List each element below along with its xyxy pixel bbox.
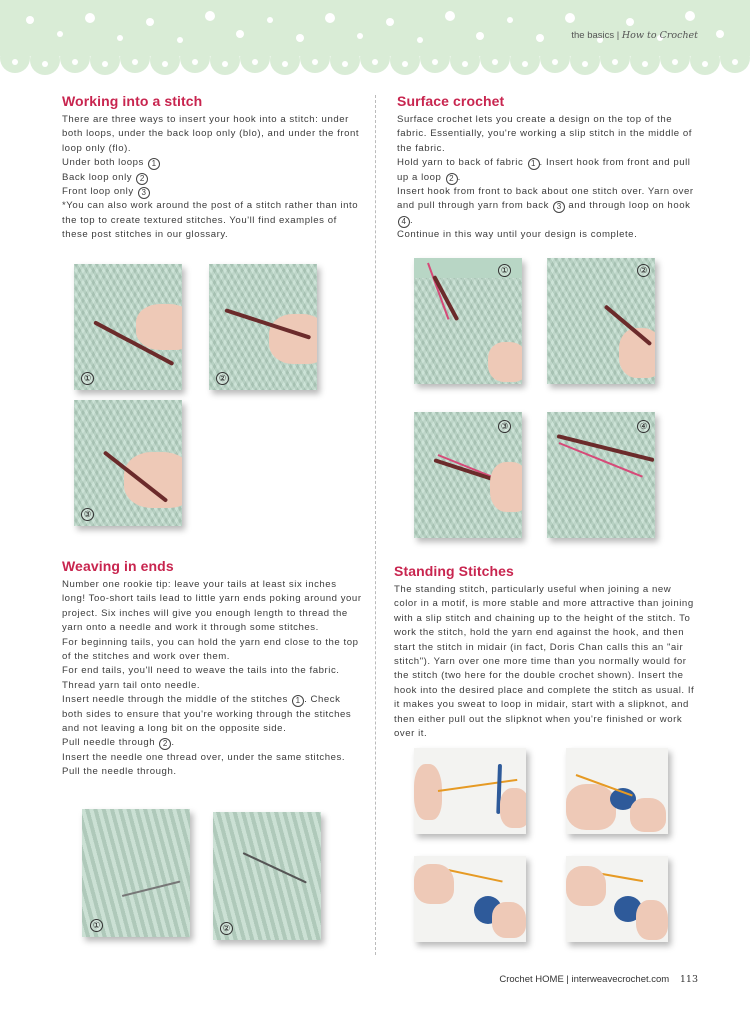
weaving-p3: For end tails, you'll need to weave the tails into the fabric. [62, 665, 340, 677]
footer-site: interweavecrochet.com [571, 974, 670, 985]
working-line-1: Under both loops 1 [62, 156, 362, 170]
label: ② [220, 922, 233, 935]
footer [499, 974, 698, 985]
weaving-p1: Number one rookie tip: leave your tails at least six inches long! Too-short tails lead to little yarn ends poking around your project. Six inches will give you enough length to thread the yarn onto a needle and work it through some stitches. [62, 579, 362, 634]
surface-p4: Continue in this way until your design is complete. [397, 229, 638, 241]
section-title: Weaving in ends [62, 558, 174, 574]
running-head-subtitle: How to Crochet [621, 30, 698, 41]
section-title: Working into a stitch [62, 93, 203, 109]
label: ② [637, 264, 650, 277]
photo-working-2 [209, 264, 317, 390]
standing-p1: The standing stitch, particularly useful when joining a new color in a motif, is more stable and more attractive than joining with a slip stitch and chaining up to the height of the stitch. To work the stitch, hold the yarn end against the hook, and then start the stitch in midair (in fact, Doris Chan calls this an "air stitch"). Yarn over one more time than you normally would for the stitch (two here for the double crochet shown). Insert the hook into the desired place and complete the stitch as usual. If it makes you sweat to loop in midair, start with a slipknot, and then either pull out the slipknot when you're finished or work over it. [394, 584, 695, 740]
section-title: Surface crochet [397, 93, 505, 109]
photo-surface-3 [414, 412, 522, 538]
photo-standing-4 [566, 856, 668, 942]
photo-weaving-2 [213, 812, 321, 940]
photo-surface-4 [547, 412, 655, 538]
section-surface-crochet [397, 93, 697, 243]
photo-standing-2 [566, 748, 668, 834]
footer-separator: | [566, 974, 569, 985]
surface-p2: Hold yarn to back of fabric 1 . Insert hook from front and pull up a loop 2 . [397, 157, 691, 183]
working-note: *You can also work around the post of a stitch rather than into the top to create textured stitches. You'll find examples of these post stitches in our glossary. [62, 200, 359, 241]
photo-working-3 [74, 400, 182, 526]
label: ② [216, 372, 229, 385]
weaving-p6: Pull needle through 2 . [62, 737, 175, 749]
label: ① [81, 372, 94, 385]
photo-surface-2 [547, 258, 655, 384]
surface-p1: Surface crochet lets you create a design on the top of the fabric. Essentially, you're working a slip stitch in the middle of the fabric. [397, 114, 692, 154]
running-head-section: the basics [571, 30, 615, 41]
label: ③ [498, 420, 511, 433]
running-head-separator: | [616, 30, 620, 41]
section-working-into-stitch [62, 93, 362, 243]
label: ① [498, 264, 511, 277]
section-title: Standing Stitches [394, 563, 514, 579]
footer-magazine: Crochet HOME [499, 974, 564, 985]
column-divider [375, 95, 376, 955]
label: ① [90, 919, 103, 932]
page-number: 113 [679, 974, 698, 985]
working-intro: There are three ways to insert your hook into a stitch: under both loops, under the back loop only (blo), and under the front loop only (flo). [62, 114, 360, 154]
weaving-p2: For beginning tails, you can hold the yarn end close to the top of the stitches and work over them. [62, 636, 359, 663]
label: ④ [637, 420, 650, 433]
weaving-p7: Insert the needle one thread over, under the same stitches. Pull the needle through. [62, 751, 346, 778]
section-weaving-in-ends [62, 558, 362, 780]
section-standing-stitches [394, 563, 696, 741]
photo-working-1 [74, 264, 182, 390]
photo-weaving-1 [82, 809, 190, 937]
photo-standing-1 [414, 748, 526, 834]
photo-surface-1 [414, 258, 522, 384]
working-line-2: Back loop only 2 [62, 171, 362, 185]
weaving-p5: Insert needle through the middle of the stitches 1 . Check both sides to ensure that you're working through the stitches and not leaving a long bit on the opposite side. [62, 694, 352, 735]
photo-standing-3 [414, 856, 526, 942]
surface-p3: Insert hook from front to back about one stitch over. Yarn over and pull through yarn from back 3 and through loop on hook 4 . [397, 186, 694, 226]
working-line-3: Front loop only 3 [62, 185, 362, 199]
label: ③ [81, 508, 94, 521]
running-head [571, 30, 698, 41]
weaving-p4: Thread yarn tail onto needle. [62, 679, 201, 691]
